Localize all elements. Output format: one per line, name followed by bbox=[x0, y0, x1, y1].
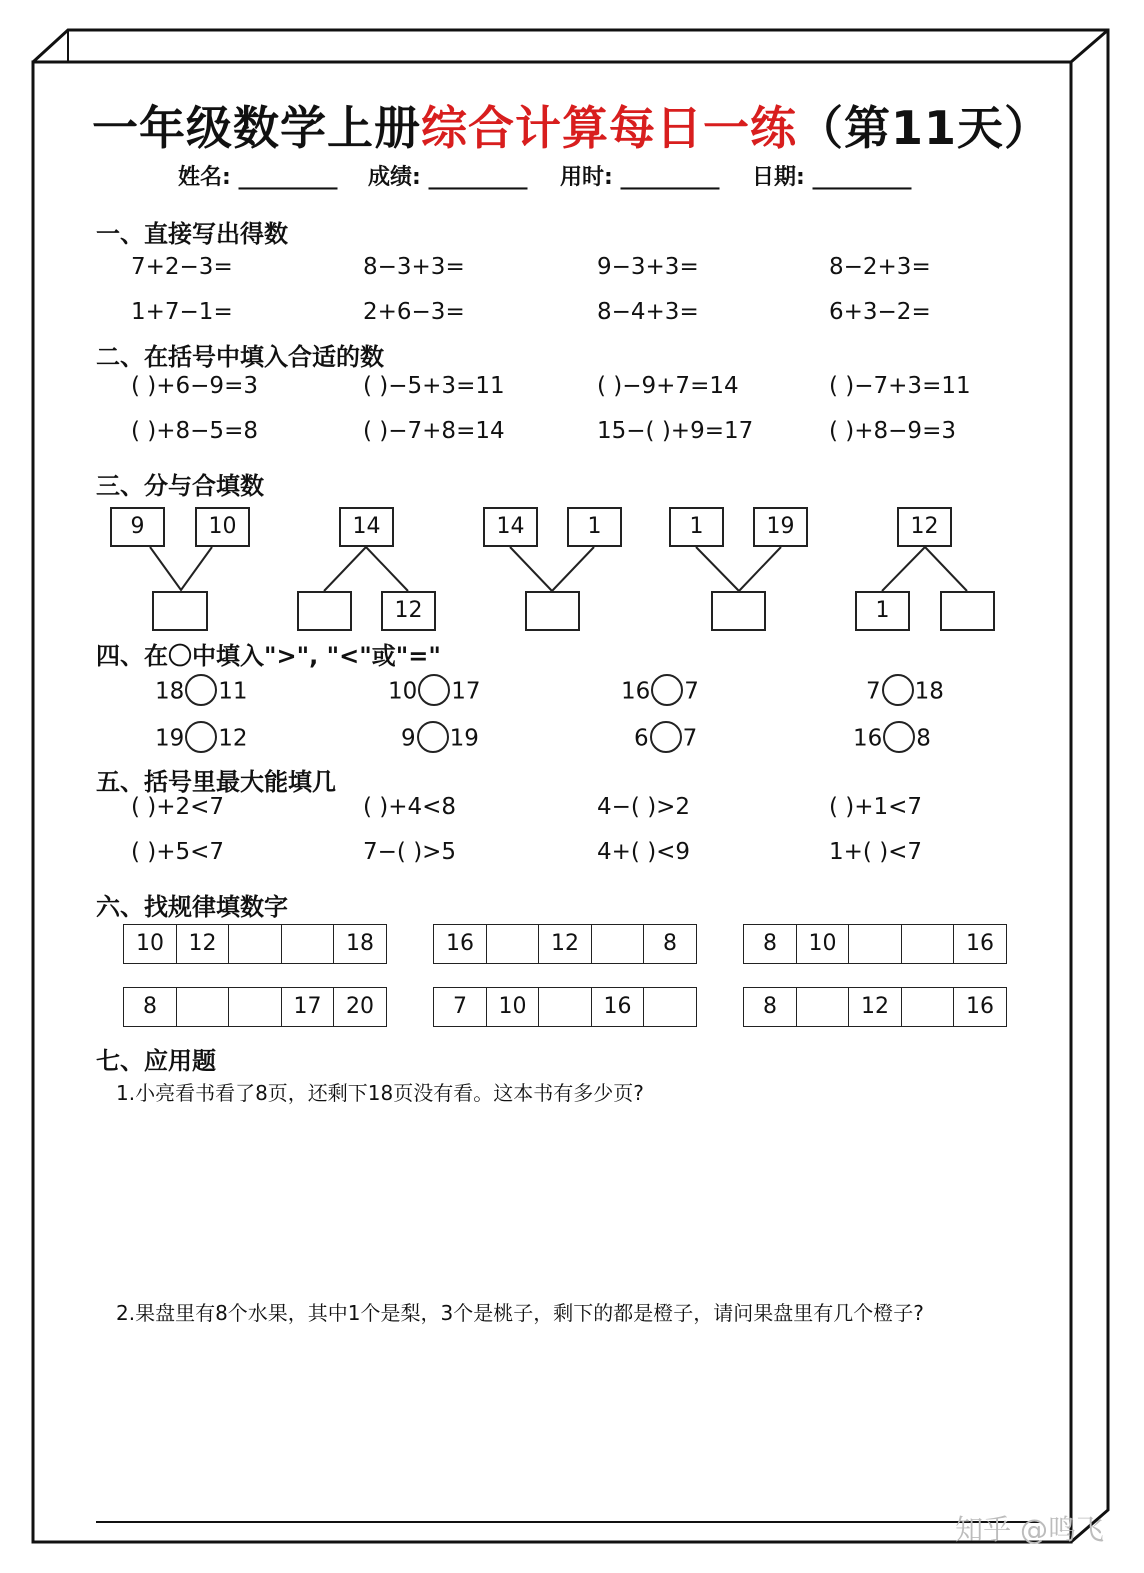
pattern-cell[interactable] bbox=[228, 987, 282, 1027]
pattern-cell[interactable] bbox=[848, 924, 902, 964]
compare-circle[interactable] bbox=[882, 674, 914, 706]
fill-bracket-item: ( )+8−9=3 bbox=[829, 418, 956, 444]
fill-bracket-item: 15−( )+9=17 bbox=[597, 418, 754, 444]
section-6-heading: 六、找规律填数字 bbox=[96, 893, 288, 921]
compare-circle[interactable] bbox=[650, 721, 682, 753]
pattern-cell[interactable] bbox=[228, 924, 282, 964]
compare-circle[interactable] bbox=[883, 721, 915, 753]
compare-item: 19 12 bbox=[155, 723, 248, 755]
pattern-strip bbox=[743, 987, 1007, 1027]
fill-bracket-item: ( )−9+7=14 bbox=[597, 373, 739, 399]
number-box: 12 bbox=[897, 507, 952, 547]
max-fill-item: ( )+2<7 bbox=[131, 794, 225, 820]
compare-circle[interactable] bbox=[651, 674, 683, 706]
compare-circle[interactable] bbox=[418, 674, 450, 706]
answer-box[interactable] bbox=[297, 591, 352, 631]
number-box: 14 bbox=[483, 507, 538, 547]
pattern-strip bbox=[433, 987, 697, 1027]
fill-bracket-item: ( )−7+3=11 bbox=[829, 373, 971, 399]
section-2-heading: 二、在括号中填入合适的数 bbox=[96, 343, 384, 371]
title-red: 综合计算每日一练 bbox=[421, 101, 797, 155]
title-suffix: （第11天） bbox=[797, 101, 1052, 155]
calc-item: 6+3−2= bbox=[829, 299, 931, 325]
max-fill-item: ( )+5<7 bbox=[131, 839, 225, 865]
pattern-cell: 16 bbox=[433, 924, 487, 964]
pattern-cell[interactable] bbox=[538, 987, 592, 1027]
calc-item: 8−4+3= bbox=[597, 299, 699, 325]
number-box: 10 bbox=[195, 507, 250, 547]
section-4-heading: 四、在〇中填入">", "<"或"=" bbox=[96, 642, 441, 670]
time-field: 用时: _________ bbox=[560, 165, 720, 190]
pattern-cell: 8 bbox=[123, 987, 177, 1027]
pattern-cell[interactable] bbox=[486, 924, 540, 964]
pattern-cell[interactable] bbox=[796, 987, 850, 1027]
pattern-cell: 8 bbox=[643, 924, 697, 964]
pattern-cell[interactable] bbox=[901, 924, 955, 964]
compare-item: 18 11 bbox=[155, 676, 248, 708]
answer-box[interactable] bbox=[152, 591, 208, 631]
compare-item: 16 7 bbox=[621, 676, 699, 708]
compare-circle[interactable] bbox=[417, 721, 449, 753]
max-fill-item: 7−( )>5 bbox=[363, 839, 457, 865]
pattern-cell: 12 bbox=[848, 987, 902, 1027]
pattern-cell: 10 bbox=[796, 924, 850, 964]
pattern-cell[interactable] bbox=[176, 987, 230, 1027]
number-box: 1 bbox=[669, 507, 724, 547]
pattern-cell: 16 bbox=[953, 987, 1007, 1027]
max-fill-item: ( )+1<7 bbox=[829, 794, 923, 820]
answer-box[interactable] bbox=[711, 591, 766, 631]
pattern-cell: 10 bbox=[486, 987, 540, 1027]
watermark: 知乎 @鸣飞 bbox=[955, 1513, 1104, 1546]
score-field: 成绩: _________ bbox=[368, 165, 528, 190]
pattern-cell: 8 bbox=[743, 924, 797, 964]
number-box: 1 bbox=[855, 591, 910, 631]
pattern-strip bbox=[123, 924, 387, 964]
fill-bracket-item: ( )+8−5=8 bbox=[131, 418, 258, 444]
fill-bracket-item: ( )−7+8=14 bbox=[363, 418, 505, 444]
pattern-cell[interactable] bbox=[591, 924, 645, 964]
calc-item: 2+6−3= bbox=[363, 299, 465, 325]
number-box: 1 bbox=[567, 507, 622, 547]
number-box: 9 bbox=[110, 507, 165, 547]
pattern-cell: 18 bbox=[333, 924, 387, 964]
title-black: 一年级数学上册 bbox=[92, 101, 421, 155]
number-box: 14 bbox=[339, 507, 394, 547]
number-box: 19 bbox=[753, 507, 808, 547]
pattern-strip bbox=[123, 987, 387, 1027]
word-problem-2: 2.果盘里有8个水果，其中1个是梨，3个是桃子，剩下的都是橙子，请问果盘里有几个橙子? bbox=[116, 1301, 924, 1325]
calc-item: 8−2+3= bbox=[829, 254, 931, 280]
max-fill-item: 4+( )<9 bbox=[597, 839, 691, 865]
pattern-cell: 12 bbox=[176, 924, 230, 964]
pattern-strip bbox=[433, 924, 697, 964]
compare-item: 7 18 bbox=[866, 676, 944, 708]
pattern-cell: 20 bbox=[333, 987, 387, 1027]
pattern-cell: 8 bbox=[743, 987, 797, 1027]
pattern-cell: 16 bbox=[591, 987, 645, 1027]
compare-item: 16 8 bbox=[853, 723, 931, 755]
max-fill-item: 4−( )>2 bbox=[597, 794, 691, 820]
answer-box[interactable] bbox=[940, 591, 995, 631]
calc-item: 7+2−3= bbox=[131, 254, 233, 280]
pattern-cell[interactable] bbox=[643, 987, 697, 1027]
pattern-cell: 12 bbox=[538, 924, 592, 964]
max-fill-item: 1+( )<7 bbox=[829, 839, 923, 865]
section-7-heading: 七、应用题 bbox=[96, 1047, 216, 1075]
compare-item: 10 17 bbox=[388, 676, 481, 708]
word-problem-1: 1.小亮看书看了8页，还剩下18页没有看。这本书有多少页? bbox=[116, 1081, 644, 1105]
max-fill-item: ( )+4<8 bbox=[363, 794, 457, 820]
calc-item: 8−3+3= bbox=[363, 254, 465, 280]
answer-box[interactable] bbox=[525, 591, 580, 631]
pattern-strip bbox=[743, 924, 1007, 964]
compare-item: 6 7 bbox=[634, 723, 697, 755]
pattern-cell[interactable] bbox=[901, 987, 955, 1027]
compare-item: 9 19 bbox=[401, 723, 479, 755]
pattern-cell: 17 bbox=[281, 987, 335, 1027]
date-field: 日期: _________ bbox=[752, 165, 912, 190]
pattern-cell: 16 bbox=[953, 924, 1007, 964]
compare-circle[interactable] bbox=[185, 674, 217, 706]
number-box: 12 bbox=[381, 591, 436, 631]
pattern-cell: 10 bbox=[123, 924, 177, 964]
pattern-cell[interactable] bbox=[281, 924, 335, 964]
section-3-heading: 三、分与合填数 bbox=[96, 472, 264, 500]
section-1-heading: 一、直接写出得数 bbox=[96, 220, 288, 248]
fill-bracket-item: ( )+6−9=3 bbox=[131, 373, 258, 399]
calc-item: 1+7−1= bbox=[131, 299, 233, 325]
compare-circle[interactable] bbox=[185, 721, 217, 753]
calc-item: 9−3+3= bbox=[597, 254, 699, 280]
name-field: 姓名: _________ bbox=[178, 165, 338, 190]
section-5-heading: 五、括号里最大能填几 bbox=[96, 768, 336, 796]
fill-bracket-item: ( )−5+3=11 bbox=[363, 373, 505, 399]
pattern-cell: 7 bbox=[433, 987, 487, 1027]
